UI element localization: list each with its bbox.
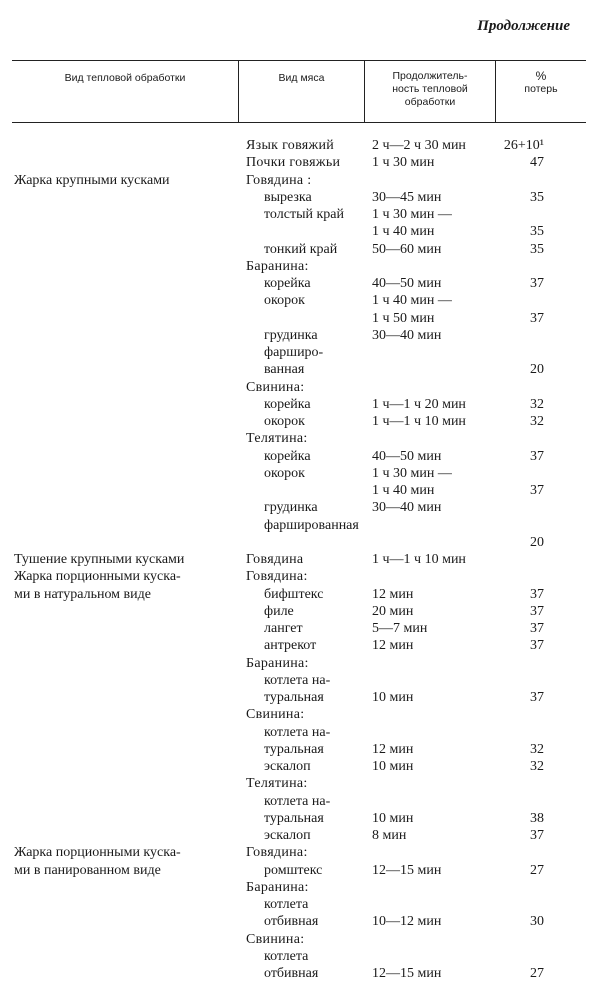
meat-cell: котлета на- [264, 672, 331, 688]
duration-cell: 1 ч—1 ч 10 мин [372, 552, 466, 567]
meat-cell: окорок [264, 465, 305, 481]
loss-cell: 47 [530, 155, 544, 171]
duration-cell: 5—7 мин [372, 621, 428, 636]
meat-cell: бифштекс [264, 586, 324, 602]
meat-cell: окорок [264, 293, 305, 309]
duration-cell: 10—12 мин [372, 914, 442, 930]
header-duration [365, 70, 495, 109]
header-duration-line: Продолжитель- [392, 70, 468, 82]
loss-cell: 27 [530, 862, 544, 878]
header-loss [496, 70, 586, 96]
continuation-label: Продолжение [477, 18, 570, 34]
meat-cell: Баранина: [246, 258, 309, 274]
loss-cell: 20 [530, 534, 544, 550]
loss-cell: 38 [530, 810, 544, 826]
meat-cell: фаршированная [264, 517, 359, 533]
loss-cell: 37 [530, 638, 544, 654]
meat-cell: филе [264, 603, 294, 619]
loss-cell: 37 [530, 603, 544, 619]
meat-cell: вырезка [264, 189, 312, 205]
duration-cell: 12—15 мин [372, 966, 442, 981]
meat-cell: эскалоп [264, 759, 311, 774]
duration-cell: 12 мин [372, 586, 414, 602]
meat-cell: грудинка [264, 500, 318, 516]
meat-cell: туральная [264, 690, 324, 705]
method-cell: Тушение крупными кусками [14, 552, 185, 567]
loss-cell: 35 [530, 224, 544, 240]
meat-cell: туральная [264, 741, 324, 757]
meat-cell: отбивная [264, 914, 319, 930]
meat-cell: ромштекс [264, 862, 323, 878]
meat-cell: лангет [264, 621, 303, 636]
meat-cell: грудинка [264, 327, 318, 343]
duration-cell: 1 ч—1 ч 10 мин [372, 414, 466, 429]
meat-cell: котлета [264, 948, 309, 964]
duration-cell: 10 мин [372, 690, 414, 705]
meat-cell: Телятина: [246, 776, 308, 792]
duration-cell: 30—40 мин [372, 327, 442, 343]
header-loss-line: % [535, 69, 547, 83]
duration-cell: 1 ч 30 мин — [372, 465, 452, 481]
header-divider [238, 60, 239, 122]
meat-cell: Баранина: [246, 655, 309, 671]
duration-cell: 40—50 мин [372, 276, 442, 291]
header-meat: Вид мяса [278, 72, 325, 84]
duration-cell: 50—60 мин [372, 241, 442, 257]
duration-cell: 1 ч 40 мин — [372, 293, 452, 309]
duration-cell: 2 ч—2 ч 30 мин [372, 138, 466, 153]
meat-cell: толстый край [264, 207, 344, 222]
duration-cell: 12—15 мин [372, 862, 442, 878]
header-method: Вид тепловой обработки [64, 72, 186, 84]
duration-cell: 30—45 мин [372, 189, 442, 205]
loss-cell: 26+10¹ [503, 138, 544, 153]
meat-cell: тонкий край [264, 241, 338, 257]
meat-cell: Язык говяжий [246, 138, 335, 153]
header-duration-line: обработки [404, 96, 456, 108]
loss-cell: 37 [530, 310, 544, 326]
meat-cell: котлета на- [264, 793, 331, 809]
loss-cell: 37 [530, 828, 544, 843]
duration-cell: 10 мин [372, 810, 414, 826]
duration-cell: 20 мин [372, 603, 414, 619]
meat-cell: Говядина [246, 552, 304, 567]
loss-cell: 35 [530, 241, 544, 257]
meat-cell: котлета [264, 897, 309, 912]
meat-cell: Свинина: [246, 379, 305, 395]
loss-cell: 32 [530, 396, 544, 412]
header-loss-line: потерь [524, 83, 558, 95]
method-cell: Жарка порционными куска- [14, 569, 181, 585]
meat-cell: отбивная [264, 966, 319, 981]
method-cell: ми в панированном виде [14, 862, 161, 878]
duration-cell: 1 ч 30 мин — [372, 207, 452, 222]
loss-cell: 37 [530, 621, 544, 636]
method-cell: Жарка порционными куска- [14, 845, 181, 861]
loss-cell: 37 [530, 483, 544, 498]
method-cell: ми в натуральном виде [14, 586, 151, 602]
loss-cell: 32 [530, 414, 544, 429]
meat-cell: антрекот [264, 638, 317, 654]
duration-cell: 30—40 мин [372, 500, 442, 516]
header-duration-line: ность тепловой [392, 83, 468, 95]
meat-cell: корейка [264, 448, 311, 464]
meat-cell: Говядина: [246, 845, 308, 861]
meat-cell: Свинина: [246, 931, 305, 947]
method-cell: Жарка крупными кусками [14, 172, 170, 188]
duration-cell: 8 мин [372, 828, 407, 843]
loss-cell: 30 [530, 914, 544, 930]
duration-cell: 1 ч 50 мин [372, 310, 435, 326]
loss-cell: 20 [530, 362, 544, 378]
header-bottom-rule [12, 122, 586, 123]
loss-cell: 32 [530, 759, 544, 774]
meat-cell: Баранина: [246, 879, 309, 895]
loss-cell: 27 [530, 966, 544, 981]
meat-cell: эскалоп [264, 828, 311, 843]
meat-cell: Свинина: [246, 707, 305, 723]
duration-cell: 1 ч—1 ч 20 мин [372, 396, 466, 412]
duration-cell: 1 ч 40 мин [372, 224, 435, 240]
duration-cell: 12 мин [372, 741, 414, 757]
meat-cell: Говядина: [246, 569, 308, 585]
loss-cell: 37 [530, 586, 544, 602]
meat-cell: Телятина: [246, 431, 308, 447]
meat-cell: окорок [264, 414, 305, 429]
loss-cell: 37 [530, 690, 544, 705]
duration-cell: 1 ч 30 мин [372, 155, 435, 171]
loss-cell: 37 [530, 448, 544, 464]
meat-cell: туральная [264, 810, 324, 826]
duration-cell: 40—50 мин [372, 448, 442, 464]
meat-cell: корейка [264, 396, 311, 412]
loss-cell: 32 [530, 741, 544, 757]
meat-cell: корейка [264, 276, 311, 291]
loss-cell: 37 [530, 276, 544, 291]
loss-cell: 35 [530, 189, 544, 205]
duration-cell: 12 мин [372, 638, 414, 654]
duration-cell: 1 ч 40 мин [372, 483, 435, 498]
meat-cell: Почки говяжьи [246, 155, 341, 171]
duration-cell: 10 мин [372, 759, 414, 774]
meat-cell: ванная [264, 362, 305, 378]
meat-cell: Говядина : [246, 172, 312, 188]
meat-cell: фарширо- [264, 345, 324, 360]
header-top-rule [12, 60, 586, 61]
meat-cell: котлета на- [264, 724, 331, 740]
